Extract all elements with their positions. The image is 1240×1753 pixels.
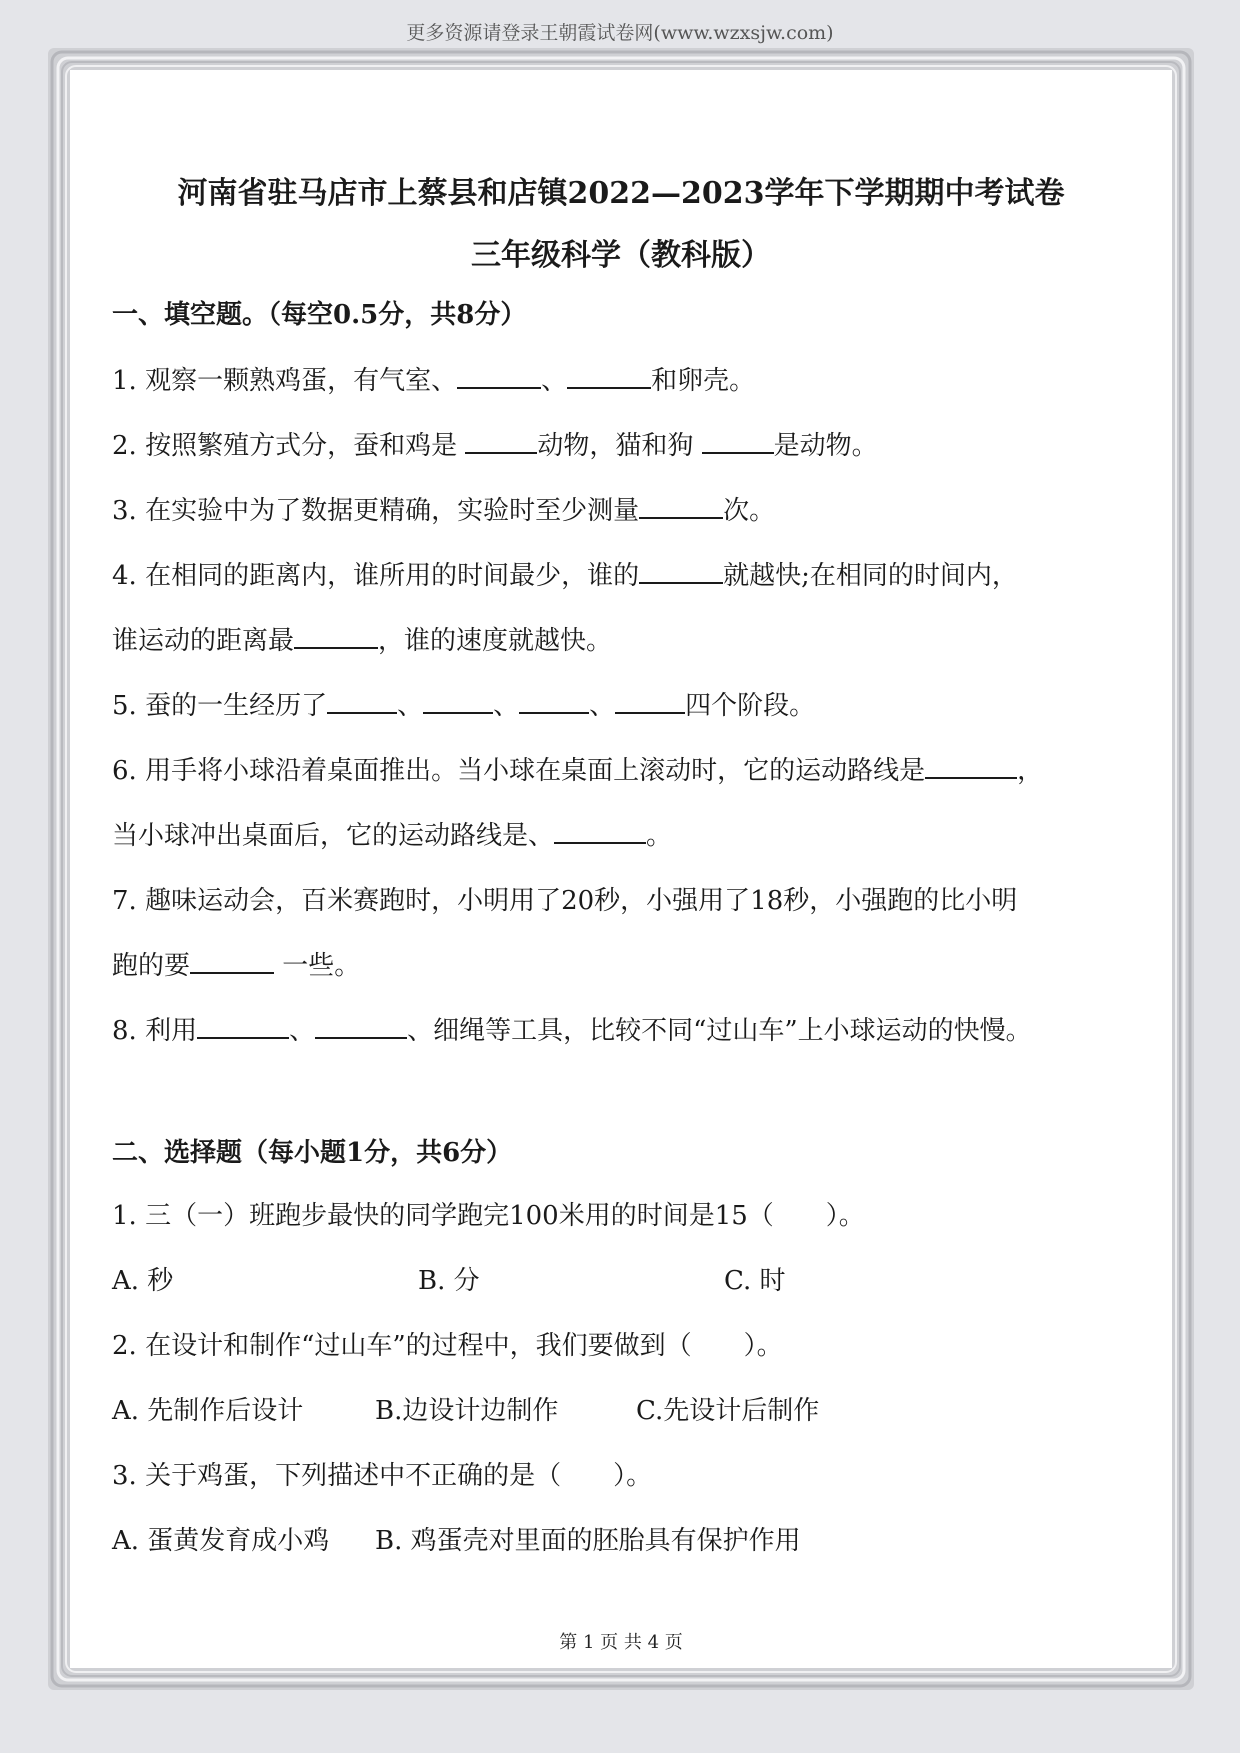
q-text: 6. 用手将小球沿着桌面推出。当小球在桌面上滚动时，它的运动路线是 (112, 756, 926, 786)
answer-blank[interactable] (554, 818, 646, 844)
section1-heading: 一、填空题。（每空0.5分，共8分） (112, 300, 527, 330)
q-text: 一些。 (274, 951, 361, 981)
answer-blank[interactable] (423, 688, 493, 714)
exam-title: 河南省驻马店市上蔡县和店镇2022—2023学年下学期期中考试卷 (177, 176, 1065, 211)
q-text: 。 (646, 821, 673, 851)
answer-blank[interactable] (465, 428, 537, 454)
answer-blank[interactable] (639, 558, 723, 584)
exam-page (70, 70, 1172, 1668)
fill-q4 (112, 555, 1018, 592)
fill-q6 (112, 750, 1043, 787)
choice-q3-option-a[interactable]: A. 蛋黄发育成小鸡 (112, 1526, 330, 1556)
answer-blank[interactable] (294, 623, 378, 649)
q-sep: 、 (397, 691, 424, 721)
source-note: 更多资源请登录王朝霞试卷网(www.wzxsjw.com) (406, 22, 834, 44)
q-text: 四个阶段。 (685, 691, 816, 721)
section2-heading: 二、选择题（每小题1分，共6分） (112, 1138, 513, 1168)
answer-blank[interactable] (639, 493, 723, 519)
fill-q1 (112, 360, 755, 397)
q-text: 当小球冲出桌面后，它的运动路线是、 (112, 821, 555, 851)
choice-q2-option-a[interactable]: A. 先制作后设计 (112, 1396, 304, 1426)
q-text: 7. 趣味运动会，百米赛跑时，小明用了20秒，小强用了18秒，小强跑的比小明 (112, 886, 1018, 916)
fill-q7-cont (112, 945, 360, 982)
choice-q1: 1. 三（一）班跑步最快的同学跑完100米用的时间是15（ ）。 (112, 1201, 865, 1231)
q-text: 、 (289, 1016, 316, 1046)
fill-q6-cont (112, 815, 672, 852)
choice-q1-option-a[interactable]: A. 秒 (112, 1266, 174, 1296)
q-text: 谁运动的距离最 (112, 626, 295, 656)
fill-q7 (112, 880, 1017, 917)
q-text: 4. 在相同的距离内，谁所用的时间最少，谁的 (112, 561, 640, 591)
choice-q2: 2. 在设计和制作“过山车”的过程中，我们要做到（ ）。 (112, 1331, 783, 1361)
q-text: ， (1017, 756, 1044, 786)
q-sep: 、 (493, 691, 520, 721)
answer-blank[interactable] (567, 363, 651, 389)
page-number: 第 1 页 共 4 页 (559, 1632, 683, 1653)
q-text: 、细绳等工具，比较不同“过山车”上小球运动的快慢。 (407, 1016, 1032, 1046)
fill-q2 (112, 425, 878, 462)
choice-q2-option-c[interactable]: C.先设计后制作 (636, 1396, 820, 1426)
fill-q3 (112, 490, 775, 527)
fill-q4-cont (112, 620, 612, 657)
fill-q5 (112, 685, 815, 722)
exam-subtitle: 三年级科学（教科版） (471, 238, 771, 273)
q-text: 3. 在实验中为了数据更精确，实验时至少测量 (112, 496, 640, 526)
fill-q8 (112, 1010, 1032, 1047)
choice-q3-option-b[interactable]: B. 鸡蛋壳对里面的胚胎具有保护作用 (375, 1526, 801, 1556)
q-text: 2. 按照繁殖方式分，蚕和鸡是 (112, 431, 466, 461)
answer-blank[interactable] (327, 688, 397, 714)
answer-blank[interactable] (190, 948, 274, 974)
q-sep: 、 (589, 691, 616, 721)
q-text: 是动物。 (773, 431, 878, 461)
q-text: ，谁的速度就越快。 (378, 626, 613, 656)
answer-blank[interactable] (519, 688, 589, 714)
q-text: 、 (541, 366, 568, 396)
answer-blank[interactable] (702, 428, 774, 454)
answer-blank[interactable] (925, 753, 1017, 779)
choice-q2-option-b[interactable]: B.边设计边制作 (375, 1396, 559, 1426)
q-text: 5. 蚕的一生经历了 (112, 691, 328, 721)
q-text: 就越快;在相同的时间内， (723, 561, 1018, 591)
choice-q1-option-c[interactable]: C. 时 (724, 1266, 786, 1296)
q-text: 1. 观察一颗熟鸡蛋，有气室、 (112, 366, 458, 396)
q-text: 动物，猫和狗 (537, 431, 702, 461)
q-text: 和卵壳。 (651, 366, 756, 396)
choice-q3: 3. 关于鸡蛋，下列描述中不正确的是（ ）。 (112, 1461, 653, 1491)
answer-blank[interactable] (315, 1013, 407, 1039)
q-text: 次。 (723, 496, 776, 526)
answer-blank[interactable] (197, 1013, 289, 1039)
q-text: 跑的要 (112, 951, 191, 981)
q-text: 8. 利用 (112, 1016, 198, 1046)
answer-blank[interactable] (457, 363, 541, 389)
answer-blank[interactable] (615, 688, 685, 714)
choice-q1-option-b[interactable]: B. 分 (418, 1266, 480, 1296)
